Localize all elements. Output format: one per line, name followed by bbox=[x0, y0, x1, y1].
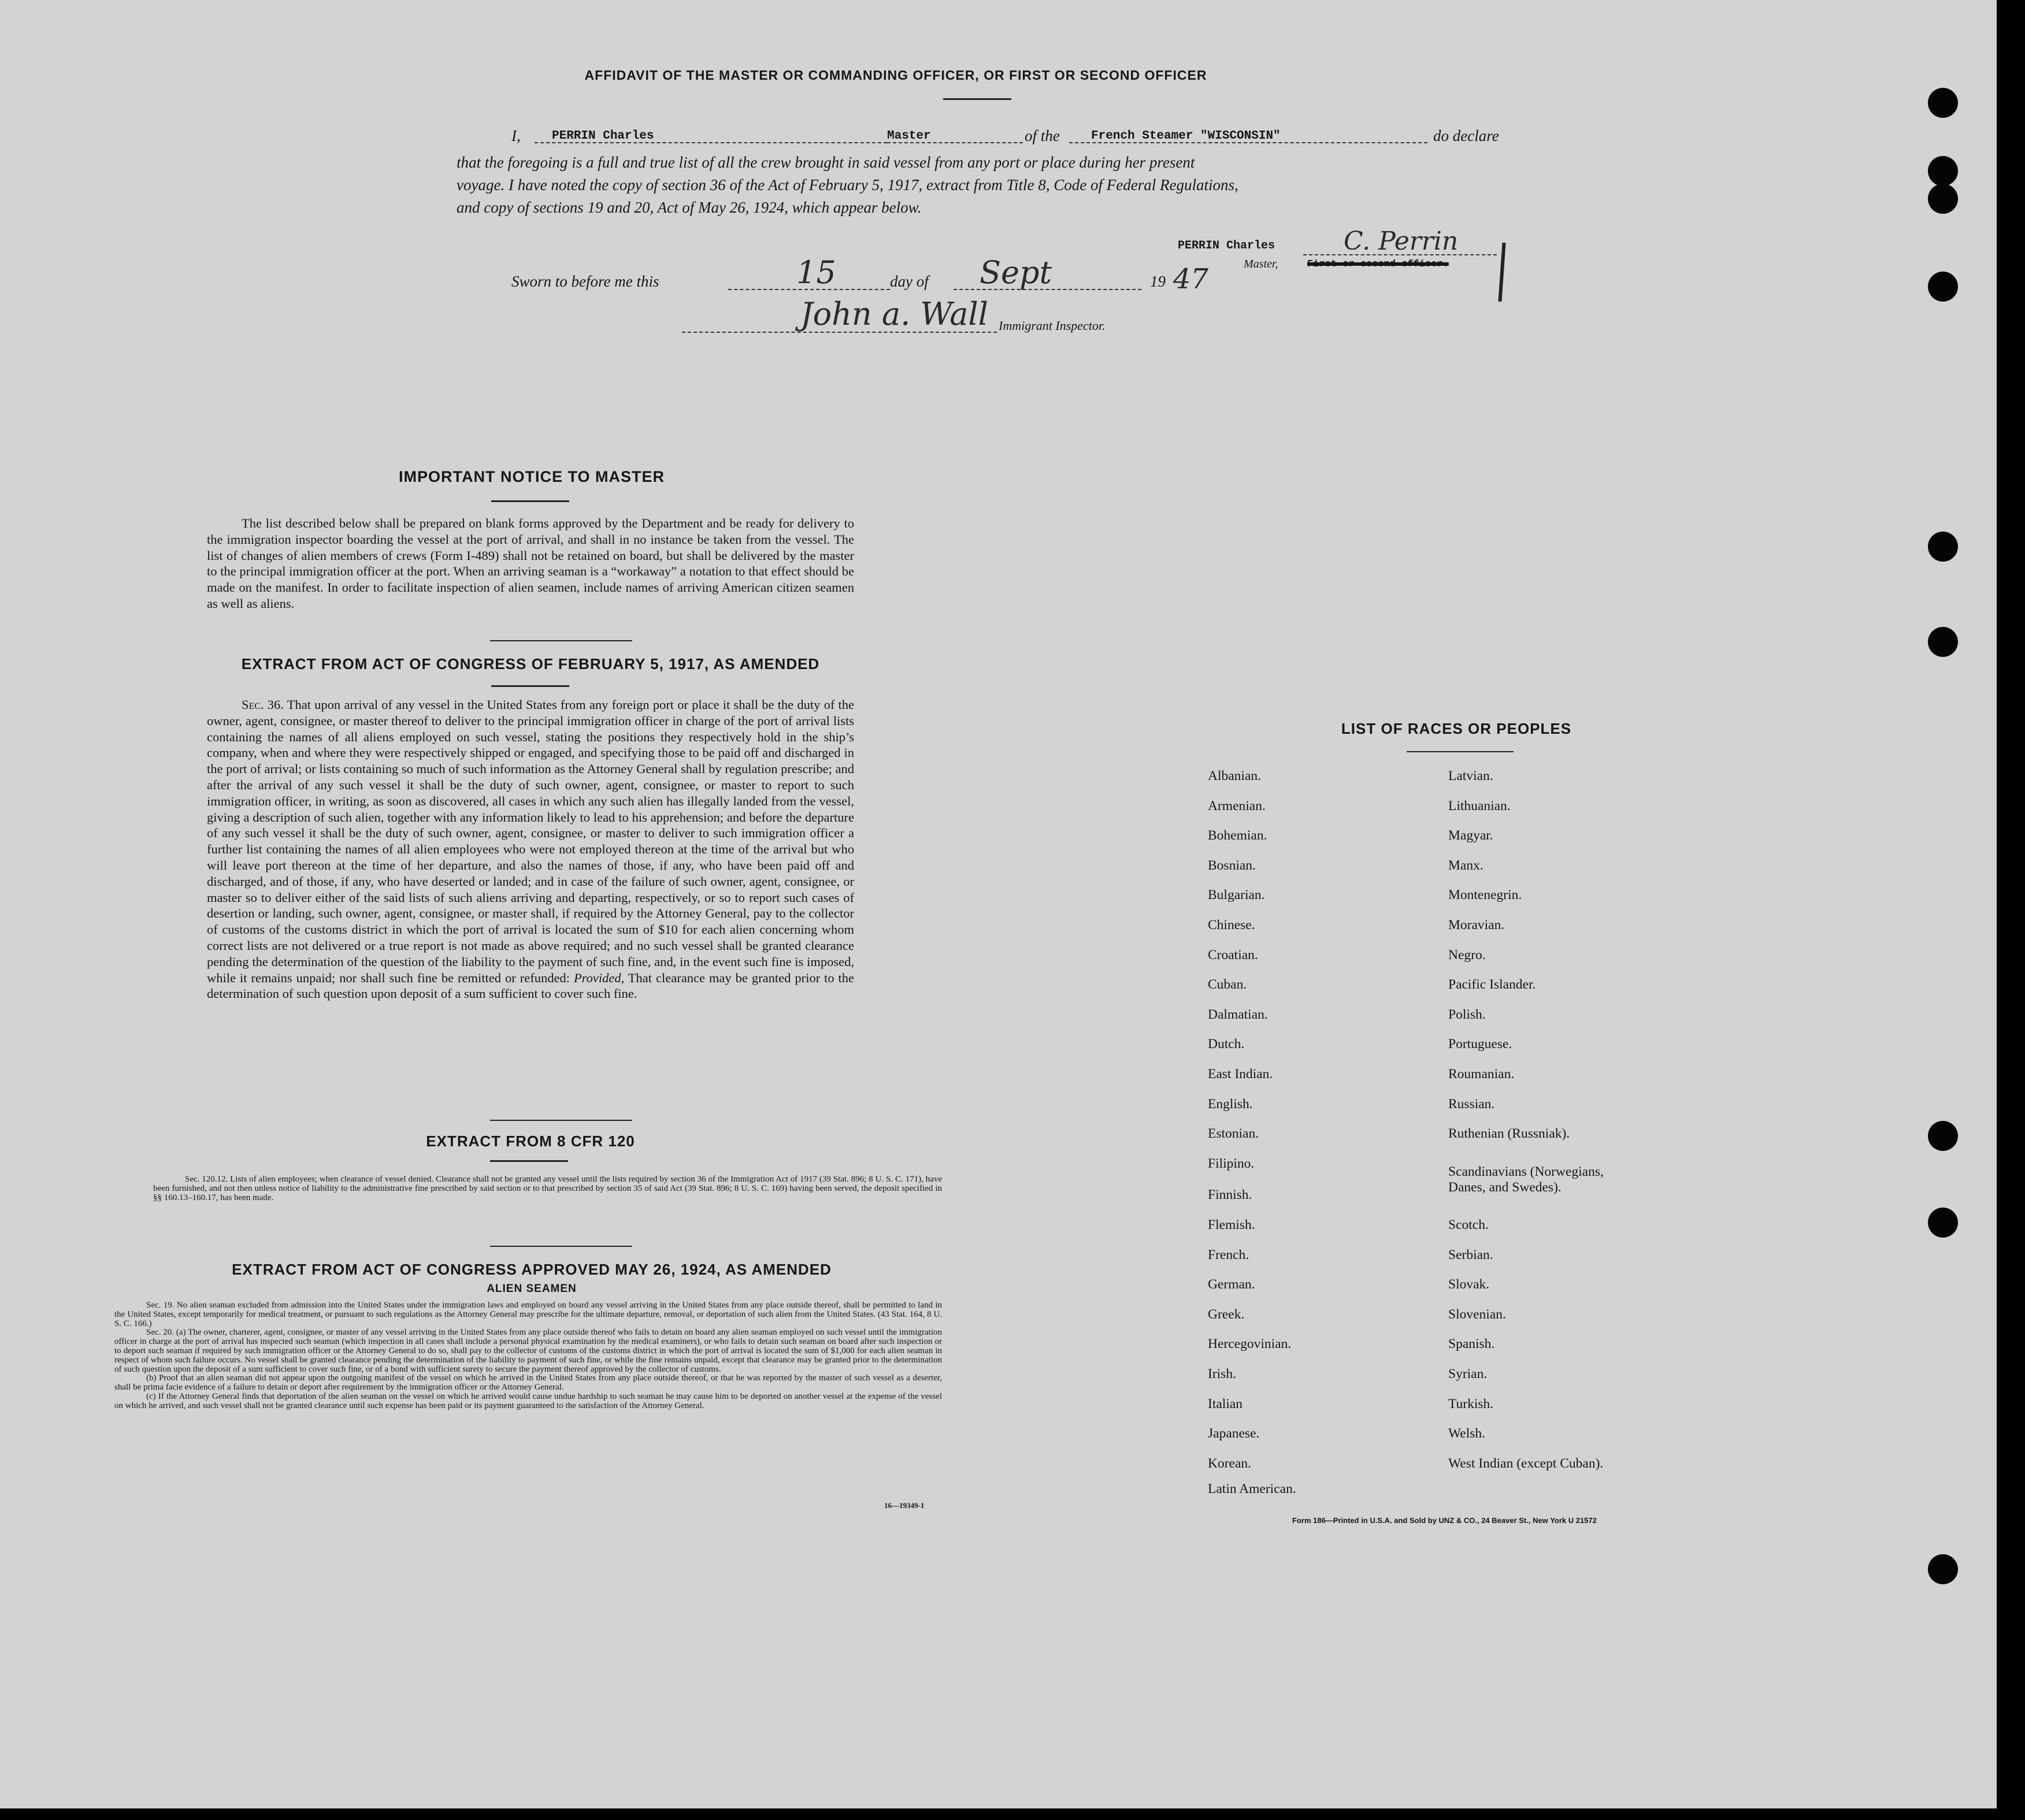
race-item: East Indian. bbox=[1208, 1067, 1273, 1082]
race-item: German. bbox=[1208, 1277, 1255, 1292]
punch-hole bbox=[1928, 88, 1958, 118]
race-item: Welsh. bbox=[1448, 1426, 1486, 1442]
race-item: Moravian. bbox=[1448, 918, 1505, 933]
provided-term: Provided, bbox=[573, 970, 625, 985]
race-item: Slovak. bbox=[1448, 1277, 1490, 1292]
section-36-proviso: That clearance may be granted prior to the determination of such question upon deposit of a sum sufficient to cover such fine. bbox=[207, 970, 855, 1001]
race-item: Roumanian. bbox=[1448, 1067, 1515, 1082]
race-item: Japanese. bbox=[1208, 1426, 1260, 1442]
race-item: Lithuanian. bbox=[1448, 798, 1511, 814]
race-item: West Indian (except Cuban). bbox=[1448, 1455, 1604, 1471]
race-item: Greek. bbox=[1208, 1306, 1245, 1322]
sworn-year: 47 bbox=[1173, 263, 1209, 295]
signature-blank bbox=[1303, 254, 1497, 255]
struck-officer-text: First or second officer. bbox=[1307, 259, 1449, 270]
punch-hole bbox=[1928, 184, 1958, 214]
race-item: Scotch. bbox=[1448, 1217, 1489, 1232]
punch-hole bbox=[1928, 1554, 1958, 1584]
race-item: Estonian. bbox=[1208, 1126, 1259, 1142]
race-item: Finnish. bbox=[1208, 1187, 1252, 1202]
race-item: Slovenian. bbox=[1448, 1306, 1506, 1322]
section-rule bbox=[490, 1246, 632, 1247]
typed-master-name: PERRIN Charles bbox=[1178, 239, 1275, 252]
race-item: Cuban. bbox=[1208, 977, 1247, 993]
form-footer: Form 186—Printed in U.S.A. and Sold by UNZ & CO., 24 Beaver St., New York U 21572 bbox=[1292, 1516, 1597, 1525]
race-item: Irish. bbox=[1208, 1366, 1236, 1381]
race-item: Manx. bbox=[1448, 857, 1483, 873]
race-item: Hercegovinian. bbox=[1208, 1336, 1292, 1352]
print-code: 16—19349-1 bbox=[884, 1501, 925, 1510]
punch-hole bbox=[1928, 1121, 1958, 1151]
race-item: Ruthenian (Russniak). bbox=[1448, 1126, 1570, 1142]
race-item: Serbian. bbox=[1448, 1247, 1493, 1262]
race-item: Syrian. bbox=[1448, 1366, 1488, 1381]
punch-hole bbox=[1928, 532, 1958, 562]
race-item: Bulgarian. bbox=[1208, 887, 1265, 903]
title-rule bbox=[943, 98, 1011, 100]
punch-hole bbox=[1928, 272, 1958, 302]
section-rule bbox=[490, 640, 632, 641]
declaration-line: that the foregoing is a full and true list of all the crew brought in said vessel from any port or place during her present bbox=[457, 154, 1195, 171]
extract-1917-title: EXTRACT FROM ACT OF CONGRESS OF FEBRUARY 5, 1917, AS AMENDED bbox=[241, 655, 820, 673]
extract-1917-rule bbox=[491, 685, 569, 687]
race-item: Korean. bbox=[1208, 1455, 1252, 1471]
notice-rule bbox=[491, 500, 569, 502]
race-item: Pacific Islander. bbox=[1448, 977, 1536, 993]
race-item: Montenegrin. bbox=[1448, 887, 1522, 903]
race-item: English. bbox=[1208, 1096, 1253, 1112]
section-20a-text: Sec. 20. (a) The owner, charterer, agent, consignee, or master of any vessel arriving in the United States from any place outside thereof who fails to detain on board any alien seaman employed on such vessel until the immigration officer in charge at the port of arrival has inspected such seaman (which inspection in all cases shall include a personal physical examination by the medical examiners), or who fails to detain such seaman on board after such inspection or to deport such seaman if required by such immigration officer or the Attorney General to do so, shall pay to the collector of customs of the customs district in which the port of arrival is located the sum of $1,000 for each alien seaman in respect of whom such failure occurs. No vessel shall be granted clearance pending the determination of the liability to payment of such fine, or while the fine remains unpaid, except that clearance may be granted prior to the determination of such question upon the deposit of a sum sufficient to cover such fine, or of a bond with sufficient surety to secure the payment thereof approved by the collector of customs. bbox=[114, 1328, 942, 1374]
races-title: LIST OF RACES OR PEOPLES bbox=[1341, 720, 1572, 737]
race-item: Albanian. bbox=[1208, 768, 1262, 783]
master-signature: C. Perrin bbox=[1344, 226, 1459, 256]
rank-value: Master bbox=[887, 129, 931, 143]
notice-text: The list described below shall be prepared on blank forms approved by the Department and be ready for delivery to the immigration inspector boarding the vessel at the port of arrival, and shall in no instance be taken from the vessel. The list of changes of alien members of crews (Form I-489) shall not be retained on board, but shall be delivered by the master to the principal immigration officer at the port. When an arriving seaman is a “workaway” a notation to that effect should be made on the manifest. In order to facilitate inspection of alien seamen, include names of arriving American citizen seamen as well as aliens. bbox=[207, 516, 854, 611]
declaration-intro: I, bbox=[511, 127, 521, 144]
cfr-rule bbox=[490, 1160, 568, 1162]
punch-hole bbox=[1928, 156, 1958, 186]
race-item: Portuguese. bbox=[1448, 1037, 1512, 1052]
extract-1924-title: EXTRACT FROM ACT OF CONGRESS APPROVED MAY 26, 1924, AS AMENDED bbox=[232, 1261, 832, 1278]
signature-stroke bbox=[1498, 243, 1505, 302]
section-20b-text: (b) Proof that an alien seaman did not appear upon the outgoing manifest of the vessel on which he arrived in the United States from any place outside thereof, or that he was reported by the master of such vessel as a deserter, shall be prima facie evidence of a failure to detain or deport after requirement by the immigration officer or the Attorney General. bbox=[114, 1373, 942, 1392]
cfr-body bbox=[153, 1175, 942, 1202]
declaration-line: voyage. I have noted the copy of section 36 of the Act of February 5, 1917, extract from Title 8, Code of Federal Regulations, bbox=[457, 176, 1238, 194]
race-item: Flemish. bbox=[1208, 1217, 1255, 1232]
race-item: Negro. bbox=[1448, 947, 1486, 963]
race-item: Armenian. bbox=[1208, 798, 1266, 814]
race-item: Italian bbox=[1208, 1396, 1243, 1412]
race-item: Russian. bbox=[1448, 1096, 1495, 1112]
declaration-line: and copy of sections 19 and 20, Act of May 26, 1924, which appear below. bbox=[457, 199, 922, 216]
affidavit-title: AFFIDAVIT OF THE MASTER OR COMMANDING OFFICER, OR FIRST OR SECOND OFFICER bbox=[584, 68, 1207, 83]
race-item: Latvian. bbox=[1448, 768, 1493, 783]
section-36-text: That upon arrival of any vessel in the United States from any foreign port or place it shall be the duty of the owner, agent, consignee, or master thereof to deliver to the principal immigration officer in charge of the port of arrival lists containing the names of all aliens employed on such vessel, stating the positions they respectively hold in the ship’s company, when and where they were respectively shipped or engaged, and specifying those to be paid off and discharged in the port of arrival; or lists containing so much of such information as the Attorney General shall by regulation prescribe; and after the arrival of any such vessel it shall be the duty of such owner, agent, consignee, or master to report to such immigration officer, in writing, as soon as discovered, all cases in which any such alien has illegally landed from the vessel, giving a description of such alien, together with any information likely to lead to his apprehension; and before the departure of any such vessel it shall be the duty of such owner, agent, consignee, or master to deliver to such immigration officer a further list containing the names of all alien employees who were not employed thereon at the time of the arrival but who will leave port thereon at the time of her departure, and also the names of those, if any, who have been paid off and discharged, and of those, if any, who have deserted or landed; and in case of the failure of such owner, agent, consignee, or master so to deliver either of the said lists of such aliens arriving and departing, respectively, or so to report such cases of desertion or landing, such owner, agent, consignee, or master shall, if required by the Attorney General, pay to the collector of customs of the customs district in which the port of arrival is located the sum of $10 for each alien concerning whom correct lists are not delivered or a true report is not made as above required; and no such vessel shall be granted clearance pending the determination of the question of the liability to the payment of such fine, and, in the event such fine is imposed, while it remains unpaid; nor shall such fine be remitted or refunded: bbox=[207, 697, 855, 985]
day-of-label: day of bbox=[890, 273, 929, 290]
race-item: Bohemian. bbox=[1208, 828, 1267, 844]
punch-hole bbox=[1928, 1208, 1958, 1238]
master-label: Master, bbox=[1244, 258, 1278, 270]
extract-1924-body bbox=[114, 1301, 942, 1411]
master-name: PERRIN Charles bbox=[552, 129, 654, 143]
section-20c-text: (c) If the Attorney General finds that deportation of the alien seaman on the vessel on which he arrived would cause undue hardship to such seaman he may cause him to be deported on another vessel at the expense of the vessel on which he arrived, and such vessel shall not be granted clearance until such expense has been paid or its payment guaranteed to the satisfaction of the Attorney General. bbox=[114, 1391, 942, 1410]
race-item: Dutch. bbox=[1208, 1037, 1245, 1052]
races-rule bbox=[1407, 751, 1514, 752]
race-item: Bosnian. bbox=[1208, 857, 1256, 873]
punch-hole bbox=[1928, 627, 1958, 657]
extract-1917-body bbox=[207, 697, 854, 1002]
cfr-extract-title: EXTRACT FROM 8 CFR 120 bbox=[426, 1132, 635, 1150]
inspector-signature: John a. Wall bbox=[800, 296, 988, 332]
year-prefix: 19 bbox=[1150, 273, 1166, 290]
race-item: Scandinavians (Norwegians, Danes, and Swedes). bbox=[1448, 1164, 1604, 1195]
section-rule bbox=[490, 1120, 632, 1121]
cfr-text: Sec. 120.12. Lists of alien employees; when clearance of vessel denied. Clearance shall not be granted any vessel until the lists required by section 36 of the Immigration Act of 1917 (39 Stat. 896; 8 U. S. C. 171), have been furnished, and not then unless notice of liability to the administrative fine prescribed by said section or to that prescribed by section 35 of said Act (39 Stat. 896; 8 U. S. C. 169) having been served, the deposit specified in §§ 160.13–160.17, has been made. bbox=[153, 1175, 942, 1202]
sworn-month: Sept bbox=[980, 254, 1052, 291]
race-item: Latin American. bbox=[1208, 1481, 1296, 1496]
section-label: Sec. 36. bbox=[242, 697, 284, 712]
of-the-label: of the bbox=[1025, 127, 1060, 144]
notice-title: IMPORTANT NOTICE TO MASTER bbox=[399, 468, 665, 485]
race-item: French. bbox=[1208, 1247, 1249, 1262]
race-item: Polish. bbox=[1448, 1006, 1486, 1022]
race-item: Magyar. bbox=[1448, 828, 1493, 844]
do-declare-label: do declare bbox=[1433, 127, 1499, 144]
alien-seamen-subtitle: ALIEN SEAMEN bbox=[487, 1283, 577, 1295]
vessel-name: French Steamer "WISCONSIN" bbox=[1091, 129, 1281, 143]
race-item: Filipino. bbox=[1208, 1156, 1255, 1171]
race-item: Spanish. bbox=[1448, 1336, 1495, 1352]
inspector-label: Immigrant Inspector. bbox=[999, 318, 1106, 333]
race-item: Croatian. bbox=[1208, 947, 1258, 963]
race-item: Turkish. bbox=[1448, 1396, 1494, 1412]
race-item: Dalmatian. bbox=[1208, 1006, 1268, 1022]
sworn-label: Sworn to before me this bbox=[511, 273, 659, 290]
sworn-day: 15 bbox=[796, 254, 836, 291]
notice-body bbox=[207, 515, 854, 612]
section-19-text: Sec. 19. No alien seaman excluded from admission into the United States under the immigration laws and employed on board any vessel arriving in the United States from any place outside thereof, shall be permitted to land in the United States, except temporarily for medical treatment, or pursuant to such regulations as the Attorney General may prescribe for the ultimate departure, removal, or deportation of such alien from the United States. (43 Stat. 164, 8 U. S. C. 166.) bbox=[114, 1301, 942, 1328]
race-item: Chinese. bbox=[1208, 918, 1255, 933]
